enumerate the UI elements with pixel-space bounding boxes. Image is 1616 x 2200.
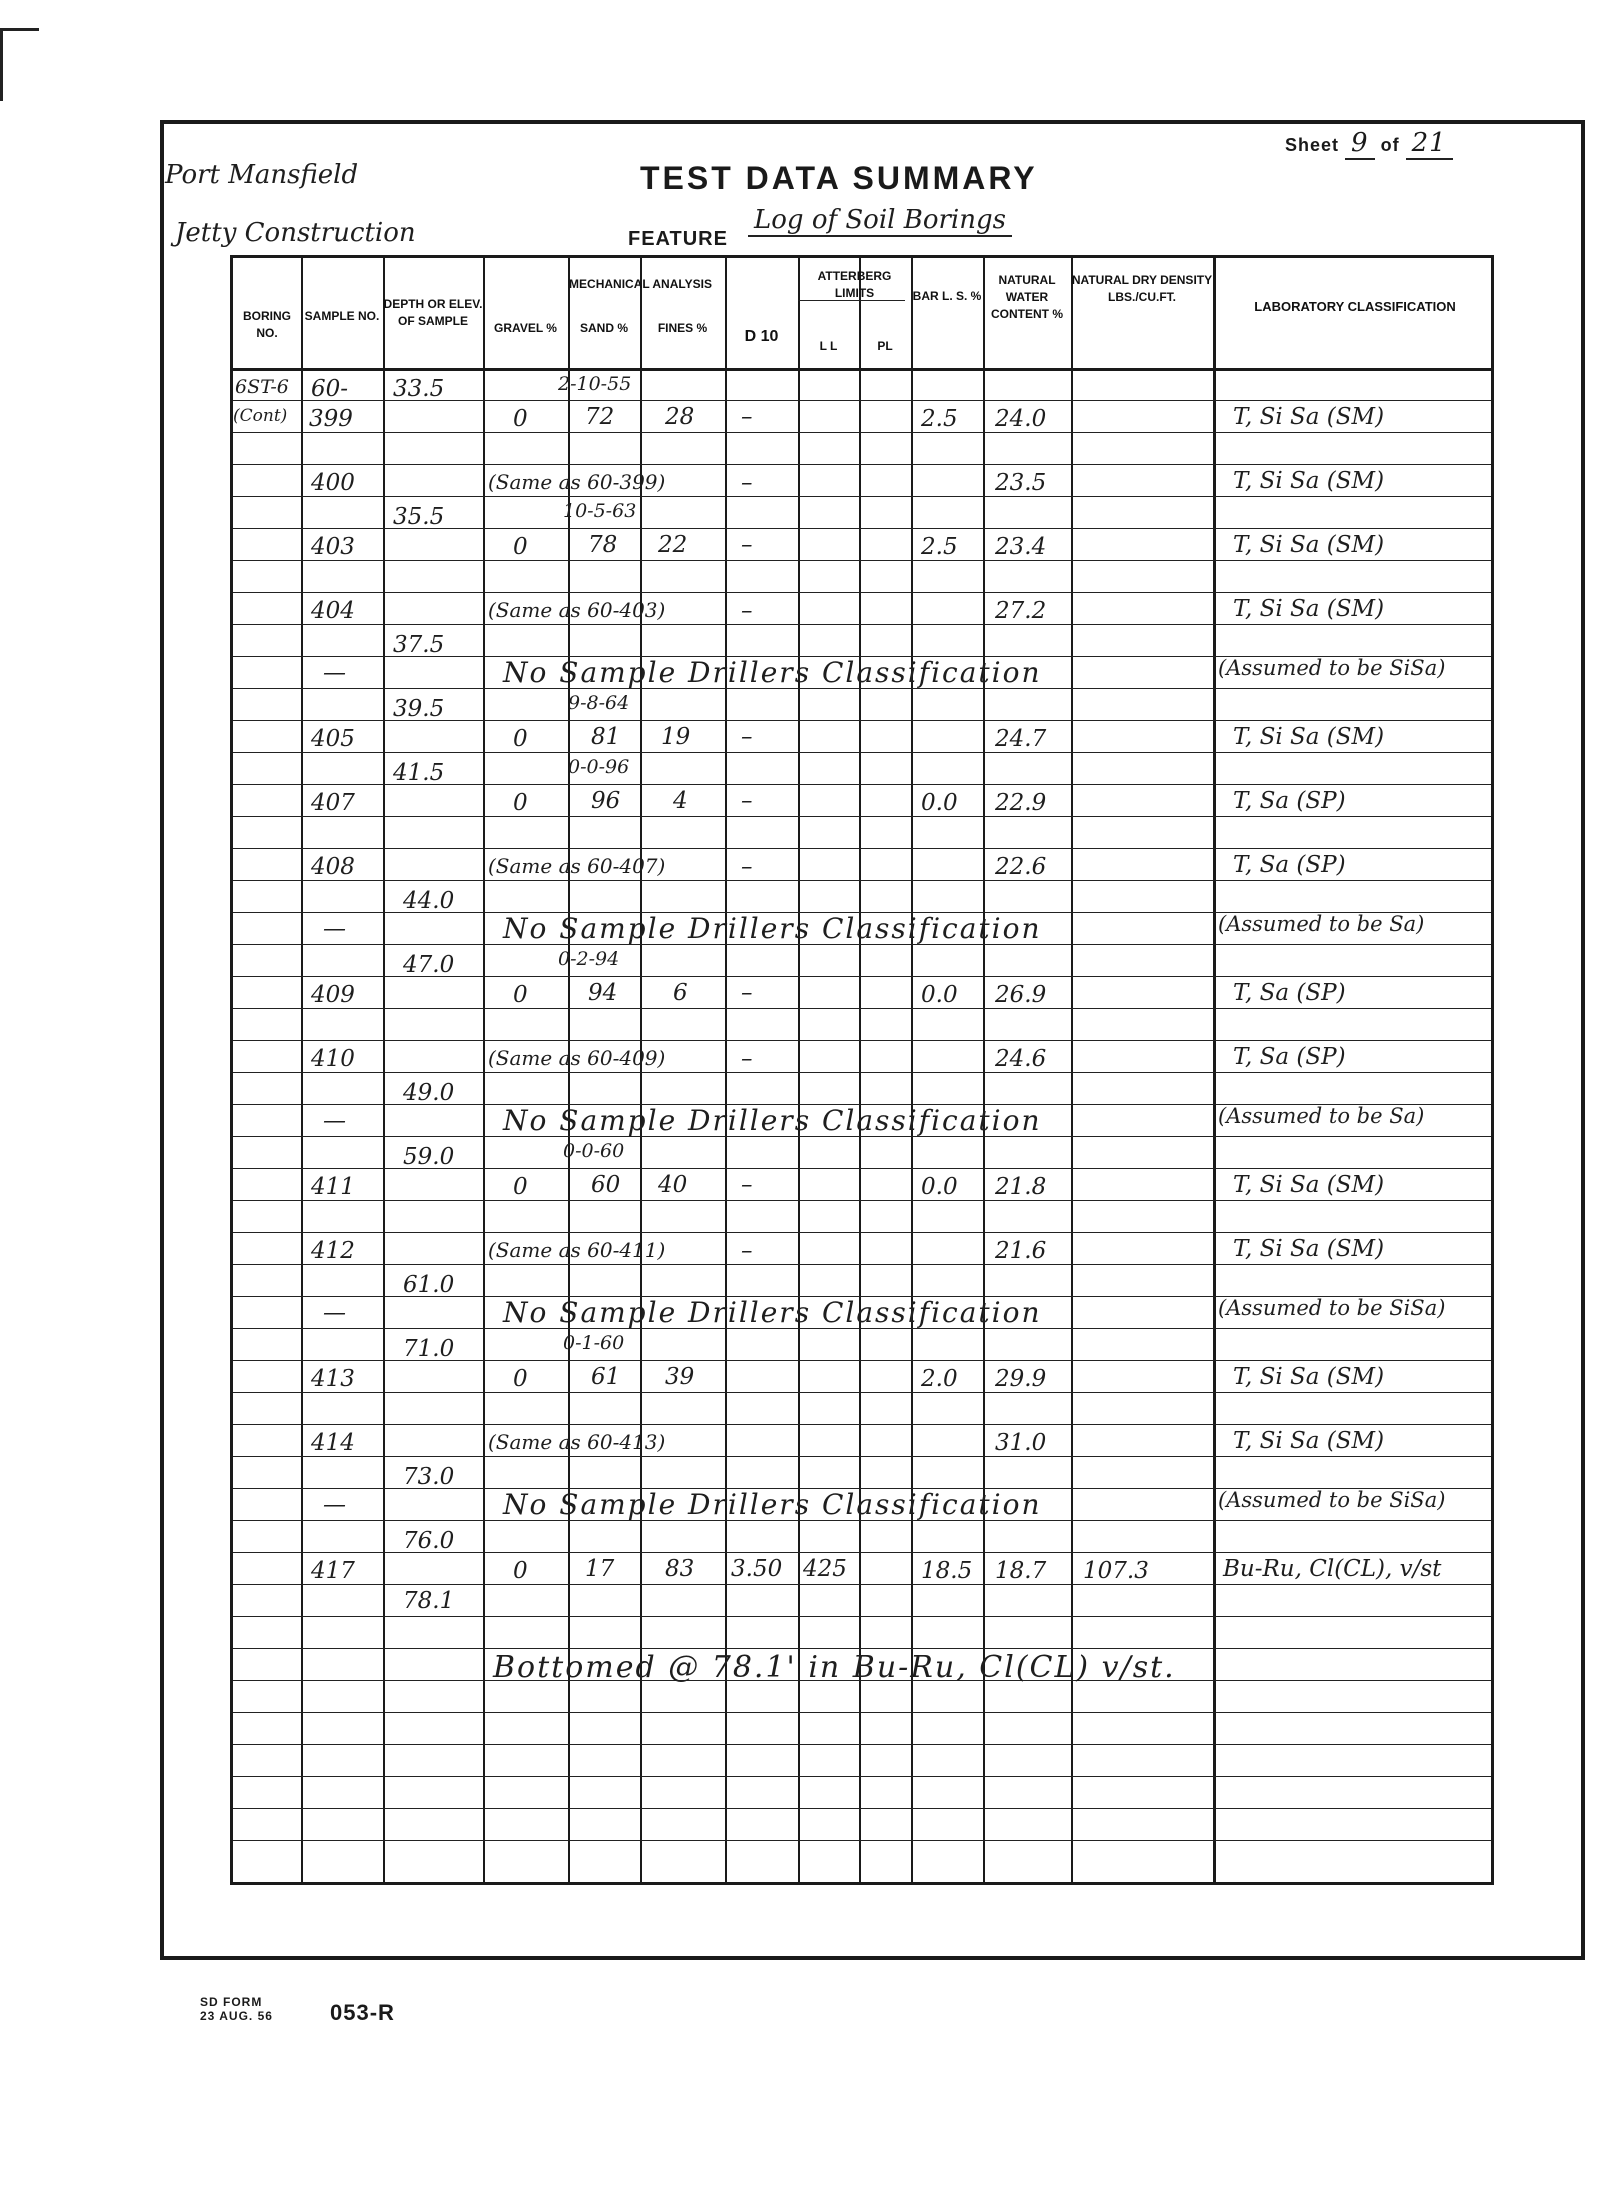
col-header-ll: L L <box>819 339 838 353</box>
col-header-fines: FINES % <box>657 321 708 335</box>
gravel: 0 <box>513 726 528 752</box>
gravel: 0 <box>513 1366 528 1392</box>
col-header-mech-group: MECHANICAL ANALYSIS <box>569 277 712 291</box>
d10: – <box>741 1172 753 1198</box>
project-subtitle: Jetty Construction <box>175 218 416 248</box>
col-divider <box>1071 258 1073 1882</box>
row-rule <box>233 1424 1491 1425</box>
classification: T, Si Sa (SM) <box>1233 404 1385 430</box>
water-content: 29.9 <box>995 1366 1047 1392</box>
col-header-boring: BORING NO. <box>243 309 291 340</box>
sample-no: 400 <box>311 470 355 496</box>
water-content: 22.6 <box>995 854 1047 880</box>
water-content: 24.7 <box>995 726 1047 752</box>
classification: Bu-Ru, Cl(CL), v/st <box>1223 1556 1442 1582</box>
test-date: 9-8-64 <box>568 692 630 714</box>
classification: T, Si Sa (SM) <box>1233 1172 1385 1198</box>
col-header-depth: DEPTH OR ELEV. OF SAMPLE <box>383 297 483 328</box>
col-header-bar-ls: BAR L. S. % <box>912 289 982 303</box>
gravel: 0 <box>513 1558 528 1584</box>
gravel: 0 <box>513 534 528 560</box>
row-rule <box>233 1040 1491 1041</box>
depth: 33.5 <box>393 376 445 402</box>
no-sample-note: No Sample Drillers Classification <box>503 656 1042 689</box>
row-rule <box>233 1392 1491 1393</box>
header-rule <box>233 368 1491 371</box>
no-sample-note: No Sample Drillers Classification <box>503 912 1042 945</box>
row-rule <box>233 880 1491 881</box>
water-content: 23.5 <box>995 470 1047 496</box>
form-line-2: 23 AUG. 56 <box>200 2009 273 2023</box>
row-rule <box>233 1616 1491 1617</box>
d10: – <box>741 788 753 814</box>
dry-density: 107.3 <box>1083 1558 1149 1584</box>
sample-no: 407 <box>311 790 355 816</box>
col-divider <box>640 258 642 1882</box>
col-header-pl: PL <box>877 339 893 353</box>
row-rule <box>233 1776 1491 1777</box>
col-divider <box>983 258 985 1882</box>
page-title: TEST DATA SUMMARY <box>640 160 1038 196</box>
row-rule <box>233 1200 1491 1201</box>
row-rule <box>233 1008 1491 1009</box>
form-number: 053-R <box>330 2000 395 2025</box>
row-rule <box>233 592 1491 593</box>
sample-no: 411 <box>311 1174 355 1200</box>
col-header-atterberg: ATTERBERG LIMITS <box>817 269 892 300</box>
gravel: 0 <box>513 790 528 816</box>
same-as-note: (Same as 60-413) <box>488 1430 666 1454</box>
bar-ls: 2.5 <box>921 534 958 560</box>
row-rule <box>233 1744 1491 1745</box>
d10: – <box>741 404 753 430</box>
water-content: 31.0 <box>995 1430 1047 1456</box>
form-line-1: SD FORM <box>200 1995 263 2009</box>
classification: T, Sa (SP) <box>1233 1044 1346 1070</box>
sample-no: — <box>323 1300 346 1326</box>
row-rule <box>233 1712 1491 1713</box>
water-content: 21.8 <box>995 1174 1047 1200</box>
form-id <box>200 1995 273 2023</box>
water-content: 18.7 <box>995 1558 1047 1584</box>
depth-bottom: 78.1 <box>403 1588 455 1614</box>
sheet-label: Sheet <box>1285 135 1340 155</box>
sample-no: 403 <box>311 534 355 560</box>
liquid-limit: 425 <box>803 1556 847 1582</box>
depth: 59.0 <box>403 1144 455 1170</box>
depth: 35.5 <box>393 504 445 530</box>
row-rule <box>233 496 1491 497</box>
col-divider <box>483 258 485 1882</box>
sample-prefix: 60- <box>311 376 349 402</box>
water-content: 22.9 <box>995 790 1047 816</box>
sample-no: 417 <box>311 1558 355 1584</box>
fines: 83 <box>665 1556 695 1582</box>
sample-no: 404 <box>311 598 355 624</box>
sample-no: 413 <box>311 1366 355 1392</box>
classification: T, Sa (SP) <box>1233 788 1346 814</box>
feature-label: FEATURE <box>628 228 728 250</box>
classification: (Assumed to be Sa) <box>1218 912 1425 936</box>
sheet-of-label: of <box>1380 135 1400 155</box>
sand: 17 <box>585 1556 615 1582</box>
sheet-indicator <box>1285 128 1453 158</box>
water-content: 24.6 <box>995 1046 1047 1072</box>
sample-no: 410 <box>311 1046 355 1072</box>
col-divider <box>383 258 385 1882</box>
sample-no: — <box>323 1492 346 1518</box>
same-as-note: (Same as 60-403) <box>488 598 666 622</box>
sand: 60 <box>591 1172 621 1198</box>
bar-ls: 18.5 <box>921 1558 973 1584</box>
sample-no: 412 <box>311 1238 355 1264</box>
classification: T, Si Sa (SM) <box>1233 1428 1385 1454</box>
col-divider <box>1213 258 1216 1882</box>
row-rule <box>233 1808 1491 1809</box>
d10: – <box>741 470 753 496</box>
row-rule <box>233 848 1491 849</box>
test-date: 10-5-63 <box>563 500 637 522</box>
d10: – <box>741 1238 753 1264</box>
depth: 47.0 <box>403 952 455 978</box>
classification: T, Si Sa (SM) <box>1233 724 1385 750</box>
row-rule <box>233 432 1491 433</box>
classification: (Assumed to be SiSa) <box>1218 1488 1446 1512</box>
bar-ls: 2.0 <box>921 1366 958 1392</box>
col-header-water: NATURAL WATER CONTENT % <box>991 273 1063 321</box>
same-as-note: (Same as 60-399) <box>488 470 666 494</box>
depth: 73.0 <box>403 1464 455 1490</box>
classification: T, Si Sa (SM) <box>1233 1364 1385 1390</box>
row-rule <box>233 1264 1491 1265</box>
gravel: 0 <box>513 1174 528 1200</box>
classification: T, Si Sa (SM) <box>1233 596 1385 622</box>
sample-no: — <box>323 916 346 942</box>
no-sample-note: No Sample Drillers Classification <box>503 1488 1042 1521</box>
col-divider <box>859 258 861 1882</box>
no-sample-note: No Sample Drillers Classification <box>503 1104 1042 1137</box>
classification: T, Si Sa (SM) <box>1233 1236 1385 1262</box>
sand: 72 <box>585 404 615 430</box>
row-rule <box>233 560 1491 561</box>
bottom-note: Bottomed @ 78.1' in Bu-Ru, Cl(CL) v/st. <box>493 1650 1176 1685</box>
boring-no: 6ST-6 <box>235 376 289 398</box>
water-content: 21.6 <box>995 1238 1047 1264</box>
bar-ls: 0.0 <box>921 982 958 1008</box>
col-header-classification: LABORATORY CLASSIFICATION <box>1254 299 1456 314</box>
scan-corner-mark <box>0 28 39 101</box>
col-header-gravel: GRAVEL % <box>494 321 557 335</box>
same-as-note: (Same as 60-409) <box>488 1046 666 1070</box>
same-as-note: (Same as 60-407) <box>488 854 666 878</box>
sand: 94 <box>588 980 618 1006</box>
sample-no: — <box>323 1108 346 1134</box>
sample-no: 414 <box>311 1430 355 1456</box>
sheet-number: 9 <box>1345 128 1375 160</box>
depth: 71.0 <box>403 1336 455 1362</box>
sand: 78 <box>588 532 618 558</box>
d10: – <box>741 1046 753 1072</box>
col-divider <box>301 258 303 1882</box>
classification: (Assumed to be SiSa) <box>1218 656 1446 680</box>
fines: 6 <box>673 980 688 1006</box>
d10: – <box>741 854 753 880</box>
d10: – <box>741 980 753 1006</box>
depth: 49.0 <box>403 1080 455 1106</box>
col-header-sample: SAMPLE NO. <box>304 309 380 323</box>
gravel: 0 <box>513 406 528 432</box>
fines: 4 <box>673 788 688 814</box>
depth: 61.0 <box>403 1272 455 1298</box>
row-rule <box>233 1584 1491 1585</box>
test-date: 0-0-60 <box>563 1140 625 1162</box>
sand: 81 <box>591 724 621 750</box>
fines: 19 <box>661 724 691 750</box>
d10: – <box>741 532 753 558</box>
row-rule <box>233 1232 1491 1233</box>
no-sample-note: No Sample Drillers Classification <box>503 1296 1042 1329</box>
classification: (Assumed to be Sa) <box>1218 1104 1425 1128</box>
classification: (Assumed to be SiSa) <box>1218 1296 1446 1320</box>
sand: 61 <box>591 1364 621 1390</box>
d10: – <box>741 724 753 750</box>
row-rule <box>233 816 1491 817</box>
sample-no: 409 <box>311 982 355 1008</box>
col-divider <box>798 258 800 1882</box>
row-rule <box>233 1072 1491 1073</box>
depth: 41.5 <box>393 760 445 786</box>
test-date: 0-0-96 <box>568 756 630 778</box>
col-divider <box>725 258 727 1882</box>
sample-no: 408 <box>311 854 355 880</box>
test-date: 0-1-60 <box>563 1332 625 1354</box>
depth: 44.0 <box>403 888 455 914</box>
row-rule <box>233 1648 1491 1649</box>
water-content: 23.4 <box>995 534 1047 560</box>
depth: 76.0 <box>403 1528 455 1554</box>
row-rule <box>233 1456 1491 1457</box>
fines: 28 <box>665 404 695 430</box>
fines: 39 <box>665 1364 695 1390</box>
water-content: 26.9 <box>995 982 1047 1008</box>
sample-no: — <box>323 660 346 686</box>
col-header-sand: SAND % <box>579 321 628 335</box>
fines: 40 <box>658 1172 688 1198</box>
same-as-note: (Same as 60-411) <box>488 1238 666 1262</box>
classification: T, Sa (SP) <box>1233 852 1346 878</box>
water-content: 24.0 <box>995 406 1047 432</box>
depth: 37.5 <box>393 632 445 658</box>
col-header-density: NATURAL DRY DENSITY LBS./CU.FT. <box>1071 273 1213 304</box>
project-name: Port Mansfield <box>165 160 359 190</box>
test-date: 0-2-94 <box>558 948 620 970</box>
feature-value: Log of Soil Borings <box>748 205 1012 237</box>
classification: T, Si Sa (SM) <box>1233 532 1385 558</box>
test-date: 2-10-55 <box>558 373 632 395</box>
classification: T, Sa (SP) <box>1233 980 1346 1006</box>
bar-ls: 0.0 <box>921 790 958 816</box>
row-rule <box>233 624 1491 625</box>
gravel: 0 <box>513 982 528 1008</box>
sheet-total: 21 <box>1406 128 1453 160</box>
sample-no: 399 <box>309 406 353 432</box>
row-rule <box>233 1840 1491 1841</box>
bar-ls: 0.0 <box>921 1174 958 1200</box>
d10: 3.50 <box>731 1556 783 1582</box>
d10: – <box>741 598 753 624</box>
col-divider <box>911 258 913 1882</box>
bar-ls: 2.5 <box>921 406 958 432</box>
row-rule <box>233 464 1491 465</box>
col-header-d10: D 10 <box>744 328 779 345</box>
fines: 22 <box>658 532 688 558</box>
sand: 96 <box>591 788 621 814</box>
water-content: 27.2 <box>995 598 1047 624</box>
sample-no: 405 <box>311 726 355 752</box>
classification: T, Si Sa (SM) <box>1233 468 1385 494</box>
boring-no-cont: (Cont) <box>233 406 288 426</box>
test-data-table <box>230 255 1494 1885</box>
row-rule <box>233 752 1491 753</box>
depth: 39.5 <box>393 696 445 722</box>
